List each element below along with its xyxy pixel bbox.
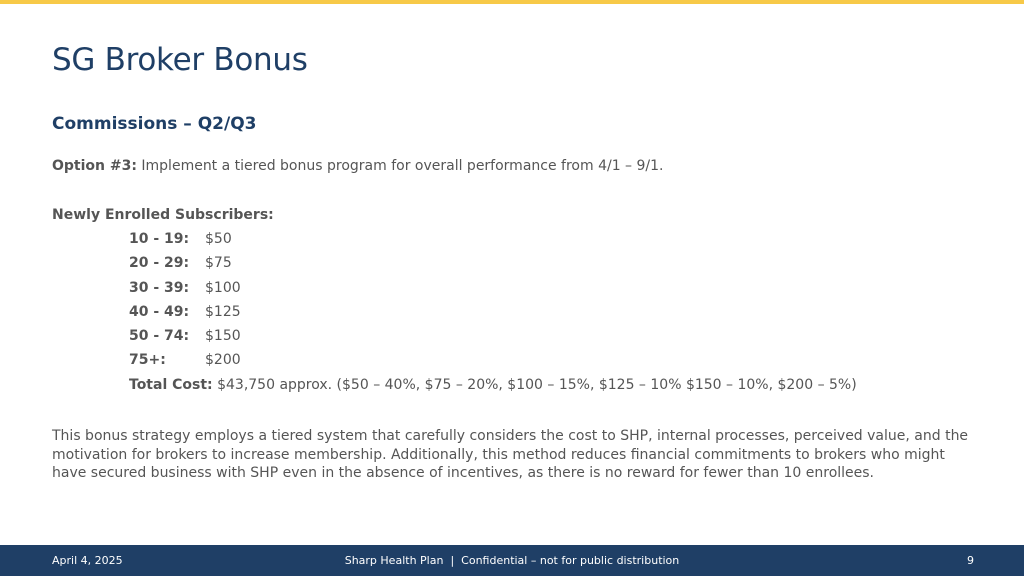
slide-subtitle: Commissions – Q2/Q3 (52, 114, 257, 134)
footer-center-text (0, 554, 1024, 567)
slide-title: SG Broker Bonus (52, 42, 308, 78)
option-label: Option #3: (52, 158, 137, 174)
tier-row (129, 352, 857, 376)
tier-amount: $50 (205, 231, 232, 247)
top-accent-bar (0, 0, 1024, 4)
option-line (52, 158, 663, 174)
footer-company: Sharp Health Plan (344, 554, 444, 567)
tier-range: 30 - 39: (129, 279, 190, 296)
footer-confidential: Confidential – not for public distribution (461, 554, 680, 567)
strategy-paragraph: This bonus strategy employs a tiered system that carefully considers the cost to SHP, internal processes, perceived value, and the motivation for brokers to increase membership. Additionally, this method reduces financial commitments to brokers who might have secured business with SHP even in the absence of incentives, as there is no reward for fewer than 10 enrollees. (52, 428, 969, 481)
footer-separator: | (450, 554, 455, 567)
tier-row (129, 255, 857, 279)
tier-amount: $100 (205, 279, 241, 296)
footer-bar (0, 545, 1024, 576)
footer-date: April 4, 2025 (52, 554, 123, 567)
tier-row (129, 304, 857, 328)
tier-range: 20 - 29: (129, 255, 190, 272)
total-cost-row (129, 377, 857, 393)
tier-amount: $125 (205, 303, 241, 320)
tier-list (129, 231, 857, 393)
tier-row (129, 328, 857, 352)
tier-range: 75+: (129, 352, 166, 369)
tier-row (129, 280, 857, 304)
tier-row (129, 231, 857, 255)
tier-range: 10 - 19: (129, 231, 190, 247)
tier-amount: $75 (205, 255, 232, 272)
tier-range: 40 - 49: (129, 303, 190, 320)
subscribers-heading: Newly Enrolled Subscribers: (52, 207, 274, 223)
total-cost-text: $43,750 approx. ($50 – 40%, $75 – 20%, $100 – 15%, $125 – 10% $150 – 10%, $200 – 5%) (217, 376, 857, 393)
tier-range: 50 - 74: (129, 328, 190, 345)
total-cost-label: Total Cost: (129, 376, 213, 393)
page-number: 9 (967, 554, 974, 567)
option-text: Implement a tiered bonus program for overall performance from 4/1 – 9/1. (141, 158, 664, 174)
tier-amount: $200 (205, 352, 241, 369)
tier-amount: $150 (205, 328, 241, 345)
